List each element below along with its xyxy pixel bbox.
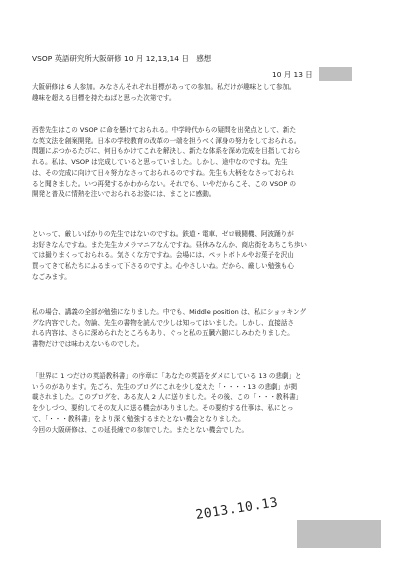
document-title: VSOP 英語研究所大阪研修 10 月 12,13,14 日 感想: [32, 54, 212, 63]
text-line: 今回の大阪研修は、この延長線での参加でした。またとない機会でした。: [32, 425, 249, 434]
text-line: といって、厳しいばかりの先生ではないのですね。鉄道・電車、ゼロ戦闘機、阿波踊りが: [32, 230, 294, 238]
text-line: なごみます。: [32, 272, 71, 281]
text-line: 「世界に 1 つだけの英語教科書」の序章に「あなたの英語をダメにしている 13 の悲劇」と: [32, 372, 302, 380]
date-text: 10 月 13 日: [272, 70, 313, 79]
paragraph-1: [32, 82, 390, 103]
redacted-name-box: [319, 67, 352, 81]
text-line: 大阪研修は 6 人参加。みなさんそれぞれ目標があっての参加。私だけが趣味として参加。: [32, 83, 296, 91]
text-line: 問題にぶつかるたびに、何日もかけてこれを解決し、新たな体系を深め完成を目指しておら: [32, 147, 301, 156]
paragraph-3: [32, 229, 390, 283]
text-line: 私の場合、講義の全部が勉強になりました。中でも、Middle position は、私にショッキング: [32, 308, 306, 316]
text-line: ては撮りまくっておられる。気さくな方ですね。会場には、ペットボトルやお菓子を沢山: [32, 251, 294, 260]
text-line: 西巻先生はこの VSOP に命を懸けておられる。中学時代からの疑問を出発点として、新た: [32, 126, 297, 134]
text-line: を少しづつ、要約してその友人に送る機会がありました。その要約する仕事は、私にとっ: [32, 404, 294, 413]
handwritten-date: 2013.10.13: [194, 495, 280, 523]
text-line: グな内容でした。勿論、先生の書物を読んで少しは知ってはいました。しかし、直接話さ: [32, 318, 294, 327]
text-line: 買ってきて私たちにふるまって下さるのですよ。心やさしいね。だから、厳しい勉強も心: [32, 262, 294, 271]
paragraph-2: [32, 125, 390, 200]
text-line: 書物だけでは味わえないものでした。: [32, 340, 144, 349]
text-line: ると聞きました。いつ再発するかわからない。それでも、いやだからこそ、この VSOP の: [32, 179, 297, 188]
text-line: 開発と普及に情熱を注いでおられるお姿には、まことに感動。: [32, 190, 216, 199]
redacted-signature-box: [297, 520, 381, 548]
paragraph-5: [32, 371, 390, 435]
text-line: な英文法を創案開発。日本の学校教育の改革の一端を担うべく渾身の努力をしておられる。: [32, 136, 301, 145]
text-line: 趣味を超える目標を持たねばと思った次第です。: [32, 93, 176, 102]
text-line: 載されました。このブログを、ある友人 2 人に送りました。その後、この「・・・教科書」: [32, 393, 303, 402]
text-line: いうのがあります。先ごろ、先生のブログにこれを少し変えた「・・・・13 の悲劇」が掲: [32, 382, 298, 391]
text-line: れる内容は、さらに深められたところもあり、ぐっと私の五臓六腑にしみわたりました。: [32, 329, 294, 338]
text-line: て、「・・・教科書」をより深く勉強するまたとない機会となりました。: [32, 414, 245, 423]
text-line: お好きなんですね。また先生カメラマニアなんですね。昼休みなんか、商店街をあちこち歩い: [32, 240, 307, 249]
text-line: は、その完成に向けて日々努力なさっておられるのですね。先生も大柄をなさっておられ: [32, 168, 294, 177]
text-line: れる。私は、VSOP は完成していると思っていました。しかし、途中なのですね。先生: [32, 158, 288, 167]
paragraph-4: [32, 307, 390, 350]
